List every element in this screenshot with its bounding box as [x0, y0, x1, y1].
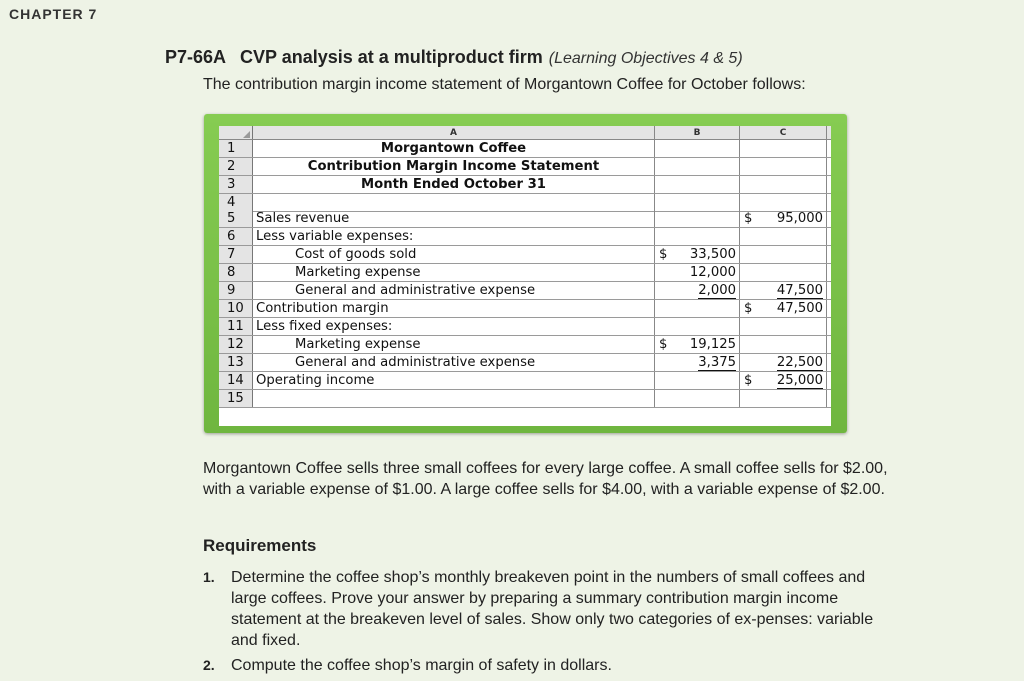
cell-c[interactable]: [740, 228, 827, 245]
row-number[interactable]: 8: [219, 264, 253, 281]
cell-a[interactable]: Marketing expense: [253, 336, 655, 353]
cell-b[interactable]: [655, 158, 740, 175]
requirement-number: 1.: [203, 569, 215, 585]
row-number[interactable]: 12: [219, 336, 253, 353]
problem-number: P7-66A: [165, 47, 227, 67]
row-number[interactable]: 3: [219, 176, 253, 193]
spreadsheet-row: [219, 318, 831, 336]
problem-title: CVP analysis at a multiproduct firm: [240, 47, 543, 67]
cell-value: 12,000: [689, 265, 736, 280]
row-number[interactable]: 6: [219, 228, 253, 245]
row-number[interactable]: 15: [219, 390, 253, 407]
spreadsheet-row: [219, 264, 831, 282]
learning-objectives: (Learning Objectives 4 & 5): [548, 50, 743, 67]
cell-b[interactable]: [655, 228, 740, 245]
dollar-sign: $: [744, 211, 753, 226]
cell-c[interactable]: [740, 140, 827, 157]
spreadsheet: [219, 126, 831, 426]
cell-c[interactable]: [740, 158, 827, 175]
cell-b[interactable]: [655, 176, 740, 193]
column-header-a[interactable]: A: [253, 126, 655, 139]
chapter-label: CHAPTER 7: [9, 6, 98, 22]
cell-a[interactable]: Marketing expense: [253, 264, 655, 281]
cell-b[interactable]: [655, 264, 740, 281]
cell-c[interactable]: [740, 246, 827, 263]
spreadsheet-row: [219, 158, 831, 176]
spreadsheet-row: [219, 372, 831, 390]
cell-b[interactable]: [655, 318, 740, 335]
cell-b[interactable]: [655, 372, 740, 389]
spreadsheet-row: [219, 210, 831, 228]
cell-b[interactable]: [655, 300, 740, 317]
cell-b[interactable]: [655, 194, 740, 211]
spreadsheet-row: [219, 246, 831, 264]
dollar-sign: $: [744, 373, 753, 388]
cell-value: 3,375: [698, 355, 736, 370]
cell-b[interactable]: [655, 336, 740, 353]
cell-c[interactable]: [740, 194, 827, 211]
row-number[interactable]: 10: [219, 300, 253, 317]
cell-b[interactable]: [655, 140, 740, 157]
cell-a[interactable]: Contribution Margin Income Statement: [253, 158, 655, 175]
cell-value: 47,500: [776, 283, 823, 298]
row-number[interactable]: 11: [219, 318, 253, 335]
cell-c[interactable]: [740, 264, 827, 281]
requirements-list: [203, 567, 903, 680]
requirement-item: [203, 567, 903, 651]
row-number[interactable]: 4: [219, 194, 253, 211]
dollar-sign: $: [659, 337, 668, 352]
cell-b[interactable]: [655, 282, 740, 299]
cell-a[interactable]: Less fixed expenses:: [253, 318, 655, 335]
spreadsheet-row: [219, 390, 831, 408]
cell-b[interactable]: [655, 354, 740, 371]
cell-a[interactable]: Less variable expenses:: [253, 228, 655, 245]
cell-a[interactable]: Month Ended October 31: [253, 176, 655, 193]
cell-a[interactable]: General and administrative expense: [253, 354, 655, 371]
column-header-c[interactable]: C: [740, 126, 827, 139]
cell-c[interactable]: [740, 318, 827, 335]
problem-intro: The contribution margin income statement of Morgantown Coffee for October follows:: [203, 76, 806, 93]
spreadsheet-row: [219, 176, 831, 194]
row-number[interactable]: 7: [219, 246, 253, 263]
dollar-sign: $: [744, 301, 753, 316]
spreadsheet-row: [219, 228, 831, 246]
requirement-text: Compute the coffee shop’s margin of safety in dollars.: [231, 657, 612, 674]
spreadsheet-row: [219, 336, 831, 354]
row-number[interactable]: 13: [219, 354, 253, 371]
spreadsheet-row: [219, 282, 831, 300]
column-header-row: [219, 126, 831, 140]
problem-paragraph: Morgantown Coffee sells three small coffees for every large coffee. A small coffee sells for $2.00, with a variable expense of $1.00. A large coffee sells for $4.00, with a variable expense of $2.00.: [203, 460, 888, 498]
cell-a[interactable]: [253, 390, 655, 407]
cell-value: 25,000: [777, 373, 823, 389]
problem-heading: [165, 47, 743, 68]
cell-c[interactable]: [740, 300, 827, 317]
cell-a[interactable]: Morgantown Coffee: [253, 140, 655, 157]
dollar-sign: $: [659, 247, 668, 262]
spreadsheet-frame: [204, 114, 847, 433]
row-number[interactable]: 5: [219, 210, 253, 227]
cell-value: 2,000: [698, 283, 736, 298]
cell-value: 33,500: [689, 247, 736, 262]
cell-value: 22,500: [776, 355, 823, 370]
column-header-b[interactable]: B: [655, 126, 740, 139]
cell-c[interactable]: [740, 176, 827, 193]
cell-c[interactable]: [740, 336, 827, 353]
requirement-text: Determine the coffee shop’s monthly breakeven point in the numbers of small coffees and large coffees. Prove your answer by preparing a summary contribution margin income statement at the breakeven level of sales. Show only two categories of ex-penses: variable and fixed.: [231, 569, 874, 649]
cell-a[interactable]: Operating income: [253, 372, 655, 389]
cell-c[interactable]: [740, 282, 827, 299]
cell-value: 95,000: [776, 211, 823, 226]
cell-b[interactable]: [655, 390, 740, 407]
cell-a[interactable]: [253, 194, 655, 211]
cell-b[interactable]: [655, 246, 740, 263]
cell-c[interactable]: [740, 372, 827, 389]
cell-a[interactable]: General and administrative expense: [253, 282, 655, 299]
cell-a[interactable]: Sales revenue: [253, 210, 655, 227]
requirements-heading: Requirements: [203, 536, 317, 555]
requirement-number: 2.: [203, 657, 215, 673]
cell-a[interactable]: Cost of goods sold: [253, 246, 655, 263]
row-number[interactable]: 9: [219, 282, 253, 299]
cell-c[interactable]: [740, 390, 827, 407]
spreadsheet-row: [219, 300, 831, 318]
requirement-item: [203, 655, 903, 676]
row-number[interactable]: 14: [219, 372, 253, 389]
row-number[interactable]: 1: [219, 140, 253, 157]
cell-c[interactable]: [740, 210, 827, 227]
cell-b[interactable]: [655, 210, 740, 227]
row-number[interactable]: 2: [219, 158, 253, 175]
spreadsheet-row: [219, 140, 831, 158]
cell-value: 19,125: [689, 337, 736, 352]
cell-a[interactable]: Contribution margin: [253, 300, 655, 317]
cell-value: 47,500: [776, 301, 823, 316]
select-all-corner[interactable]: [219, 126, 253, 139]
spreadsheet-row: [219, 354, 831, 372]
cell-c[interactable]: [740, 354, 827, 371]
